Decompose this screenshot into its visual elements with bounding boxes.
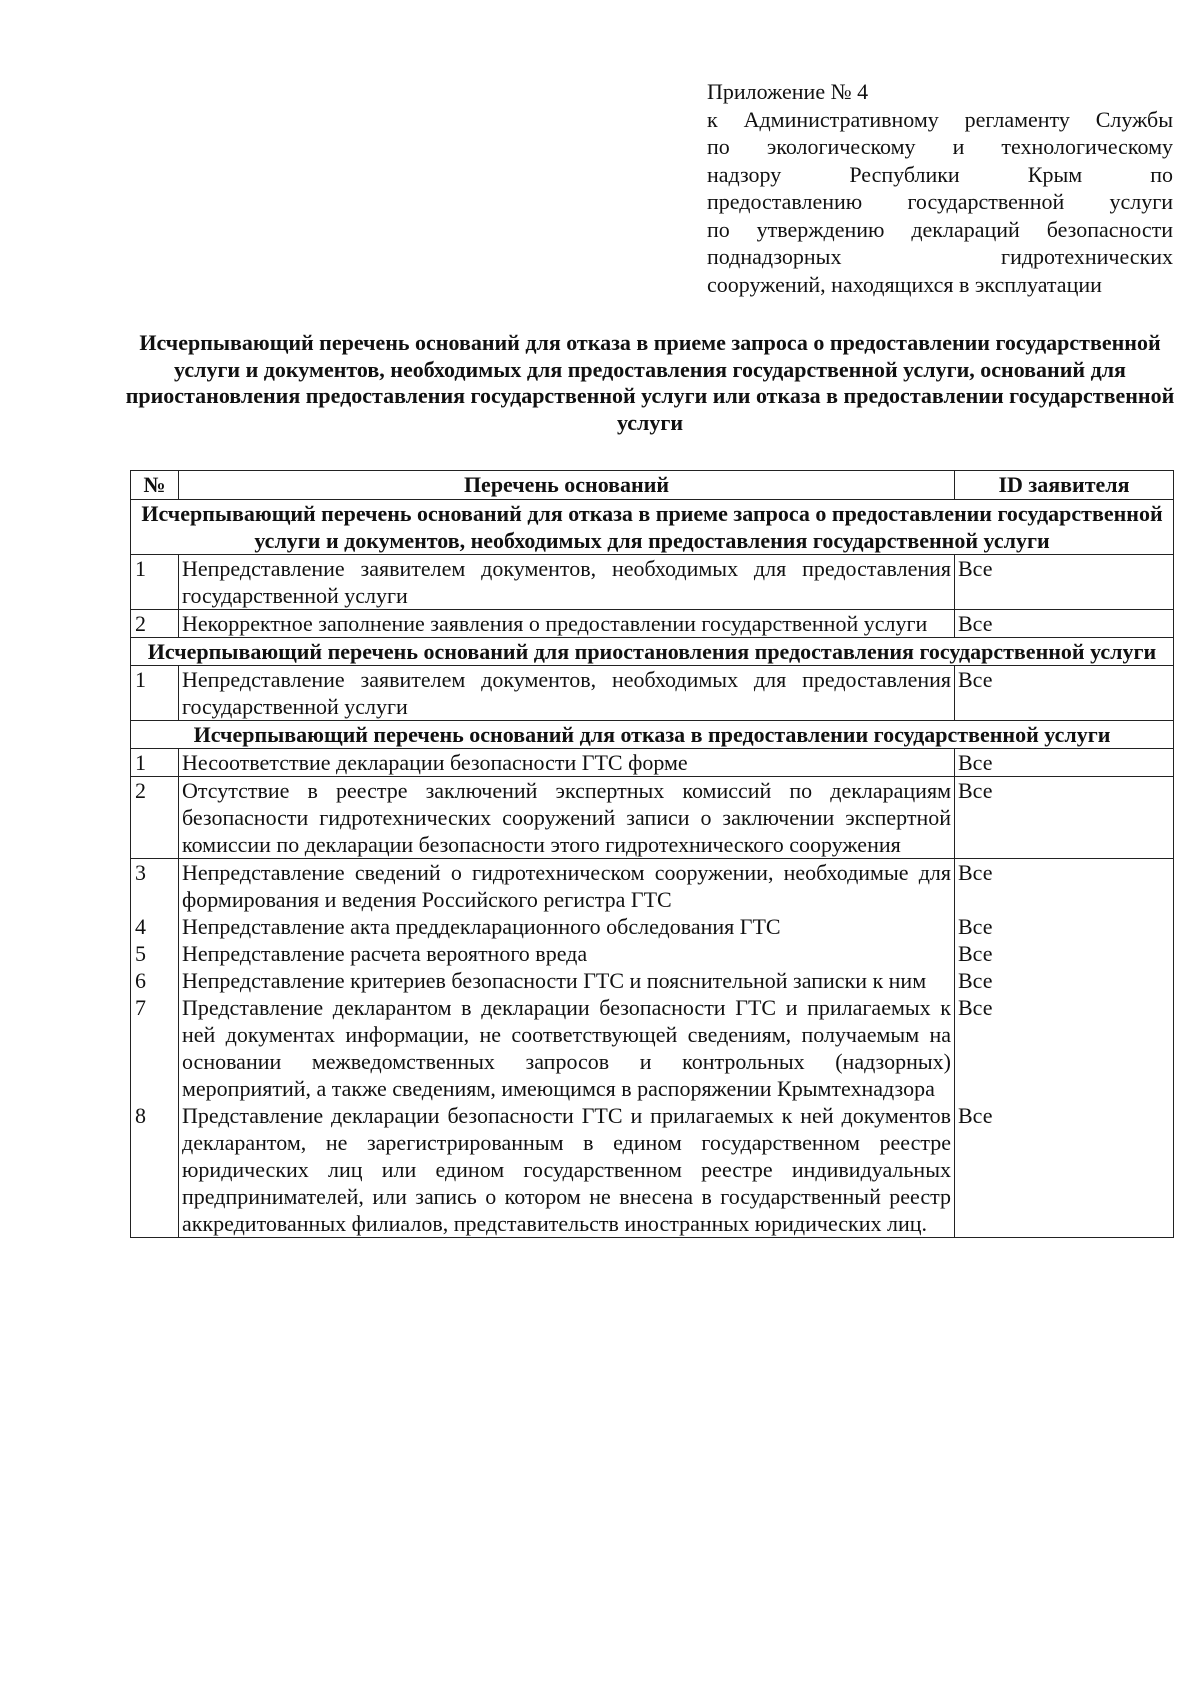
header-grounds: Перечень оснований xyxy=(179,471,955,500)
header-num: № xyxy=(131,471,179,500)
section-heading-row xyxy=(131,638,1174,666)
header-applicant-id: ID заявителя xyxy=(955,471,1174,500)
row-applicant-id: Все xyxy=(955,859,1174,914)
row-num: 5 xyxy=(131,940,179,967)
row-text: Непредставление расчета вероятного вреда xyxy=(179,940,955,967)
appendix-line: Приложение № 4 xyxy=(707,79,869,104)
row-text: Непредставление заявителем документов, необходимых для предоставления государственной услуги xyxy=(179,666,955,721)
appendix-line: к Административному регламенту Службы xyxy=(707,106,1173,132)
row-applicant-id: Все xyxy=(955,666,1174,721)
appendix-line: по экологическому и технологическому xyxy=(707,134,1173,159)
table-row xyxy=(131,555,1174,610)
row-text: Некорректное заполнение заявления о предоставлении государственной услуги xyxy=(179,610,955,638)
row-num: 1 xyxy=(131,666,179,721)
row-num: 6 xyxy=(131,967,179,994)
row-applicant-id: Все xyxy=(955,994,1174,1102)
row-num: 4 xyxy=(131,913,179,940)
section-heading: Исчерпывающий перечень оснований для отказа в предоставлении государственной услуги xyxy=(131,721,1174,749)
row-applicant-id: Все xyxy=(955,777,1174,859)
row-text: Непредставление акта преддекларационного обследования ГТС xyxy=(179,913,955,940)
table-row xyxy=(131,666,1174,721)
appendix-line: поднадзорных гидротехнических xyxy=(707,244,1173,269)
row-applicant-id: Все xyxy=(955,967,1174,994)
row-num: 1 xyxy=(131,555,179,610)
appendix-block xyxy=(707,78,1173,298)
row-num: 2 xyxy=(131,610,179,638)
row-text: Отсутствие в реестре заключений экспертных комиссий по декларациям безопасности гидротехнических сооружений записи о заключении экспертной комиссии по декларации безопасности этого гидротехнического сооружения xyxy=(179,777,955,859)
appendix-line: сооружений, находящихся в эксплуатации xyxy=(707,271,1102,297)
row-applicant-id: Все xyxy=(955,1102,1174,1238)
section-heading: Исчерпывающий перечень оснований для отказа в приеме запроса о предоставлении государственной услуги и документов, необходимых для предоставления государственной услуги xyxy=(131,500,1174,555)
row-num: 8 xyxy=(131,1102,179,1238)
appendix-line: надзору Республики Крым по xyxy=(707,161,1173,187)
row-num: 3 xyxy=(131,859,179,914)
row-applicant-id: Все xyxy=(955,610,1174,638)
row-applicant-id: Все xyxy=(955,555,1174,610)
row-applicant-id: Все xyxy=(955,913,1174,940)
row-num: 7 xyxy=(131,994,179,1102)
appendix-line: по утверждению деклараций безопасности xyxy=(707,216,1173,242)
table-row xyxy=(131,967,1174,994)
table-row xyxy=(131,610,1174,638)
appendix-line: предоставлению государственной услуги xyxy=(707,189,1173,214)
row-text: Непредставление заявителем документов, необходимых для предоставления государственной услуги xyxy=(179,555,955,610)
table-row xyxy=(131,859,1174,914)
grounds-table xyxy=(130,470,1174,1238)
section-heading-row xyxy=(131,721,1174,749)
section-heading-row xyxy=(131,500,1174,555)
table-row xyxy=(131,994,1174,1102)
row-text: Несоответствие декларации безопасности ГТС форме xyxy=(179,749,955,777)
table-row xyxy=(131,749,1174,777)
row-text: Непредставление сведений о гидротехническом сооружении, необходимые для формирования и ведения Российского регистра ГТС xyxy=(179,859,955,914)
row-text: Представление декларации безопасности ГТС и прилагаемых к ней документов декларантом, не зарегистрированным в едином государственном реестре юридических лиц или едином государственном реестре индивидуальных предпринимателей, или запись о котором не внесена в государственный реестр аккредитованных филиалов, представительств иностранных юридических лиц. xyxy=(179,1102,955,1238)
table-row xyxy=(131,777,1174,859)
table-row xyxy=(131,1102,1174,1238)
row-num: 1 xyxy=(131,749,179,777)
table-row xyxy=(131,913,1174,940)
section-heading: Исчерпывающий перечень оснований для приостановления предоставления государственной услуги xyxy=(131,638,1174,666)
row-text: Представление декларантом в декларации безопасности ГТС и прилагаемых к ней документах информации, не соответствующей сведениям, получаемым на основании межведомственных запросов и контрольных (надзорных) мероприятий, а также сведениям, имеющимся в распоряжении Крымтехнадзора xyxy=(179,994,955,1102)
table-header-row xyxy=(131,471,1174,500)
row-applicant-id: Все xyxy=(955,749,1174,777)
document-title: Исчерпывающий перечень оснований для отказа в приеме запроса о предоставлении государственной услуги и документов, необходимых для предоставления государственной услуги, оснований для приостановления предоставления государственной услуги или отказа в предоставлении государственной услуги xyxy=(125,330,1175,435)
row-num: 2 xyxy=(131,777,179,859)
row-text: Непредставление критериев безопасности ГТС и пояснительной записки к ним xyxy=(179,967,955,994)
row-applicant-id: Все xyxy=(955,940,1174,967)
table-row xyxy=(131,940,1174,967)
